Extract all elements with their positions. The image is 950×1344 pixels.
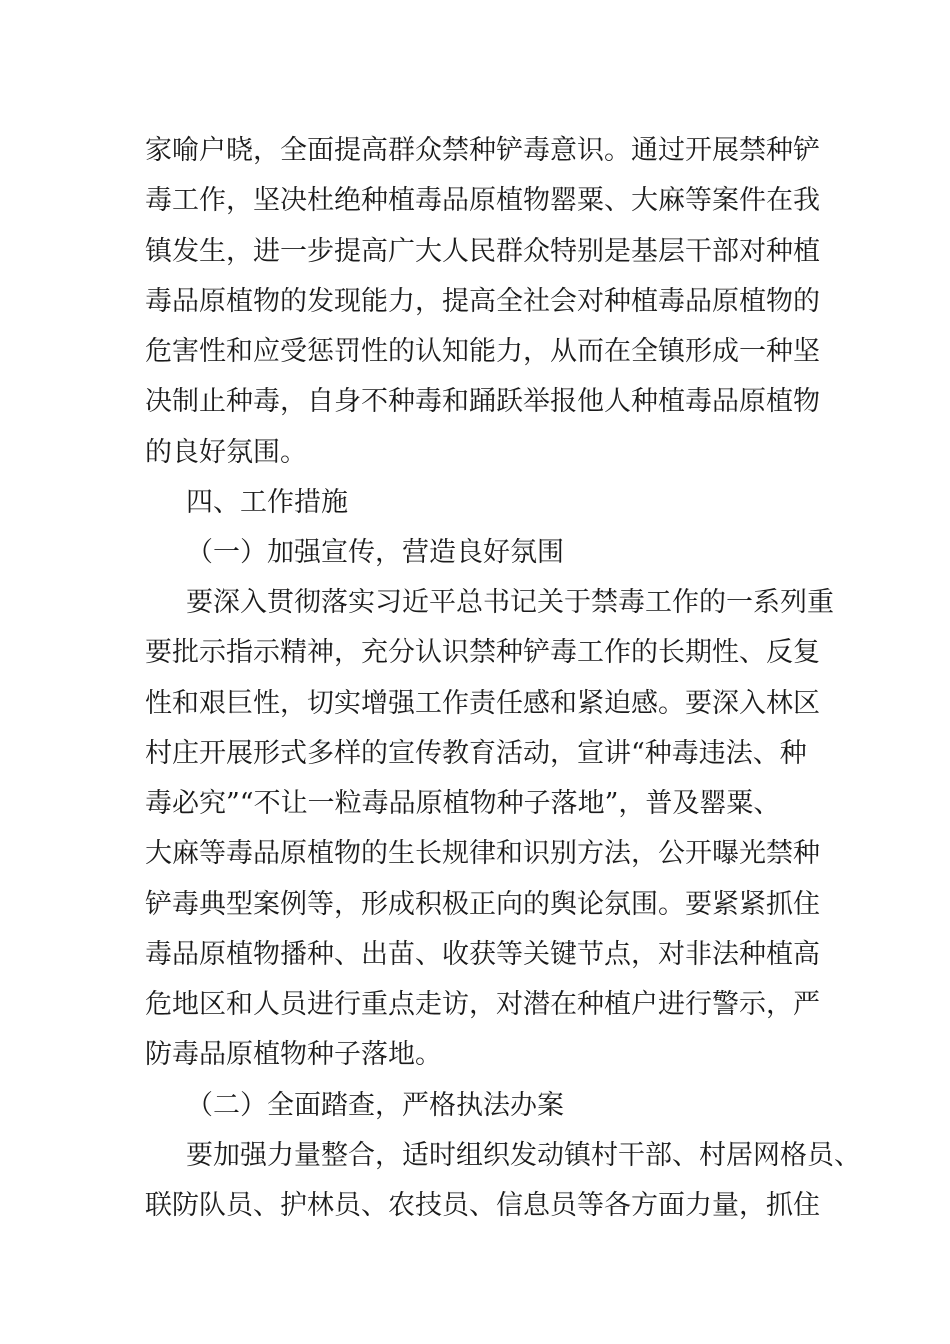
text-line: 毒品原植物的发现能力，提高全社会对种植毒品原植物的 [145, 286, 820, 317]
text-line: 毒工作，坚决杜绝种植毒品原植物罂粟、大麻等案件在我 [145, 185, 820, 216]
text-line: 毒品原植物播种、出苗、收获等关键节点，对非法种植高 [145, 939, 820, 970]
text-line: 防毒品原植物种子落地。 [145, 1039, 442, 1070]
text-line: 危害性和应受惩罚性的认知能力，从而在全镇形成一种坚 [145, 336, 820, 367]
text-line: 联防队员、护林员、农技员、信息员等各方面力量，抓住 [145, 1190, 820, 1221]
text-line: 大麻等毒品原植物的生长规律和识别方法，公开曝光禁种 [145, 838, 820, 869]
subsection-heading: （一）加强宣传，营造良好氛围 [186, 537, 564, 568]
paragraph-first-line: 要深入贯彻落实习近平总书记关于禁毒工作的一系列重 [186, 587, 834, 618]
text-line: 镇发生，进一步提高广大人民群众特别是基层干部对种植 [145, 236, 820, 267]
section-heading: 四、工作措施 [186, 487, 348, 518]
text-line: 毒必究”“不让一粒毒品原植物种子落地”，普及罂粟、 [145, 788, 781, 819]
text-line: 要批示指示精神，充分认识禁种铲毒工作的长期性、反复 [145, 637, 820, 668]
text-line: 危地区和人员进行重点走访，对潜在种植户进行警示，严 [145, 989, 820, 1020]
text-line: 家喻户晓，全面提高群众禁种铲毒意识。通过开展禁种铲 [145, 135, 820, 166]
paragraph-first-line: 要加强力量整合，适时组织发动镇村干部、村居网格员、 [186, 1140, 861, 1171]
text-line: 村庄开展形式多样的宣传教育活动，宣讲“种毒违法、种 [145, 738, 807, 769]
text-line: 性和艰巨性，切实增强工作责任感和紧迫感。要深入林区 [145, 688, 820, 719]
text-line: 决制止种毒，自身不种毒和踊跃举报他人种植毒品原植物 [145, 386, 820, 417]
text-line: 铲毒典型案例等，形成积极正向的舆论氛围。要紧紧抓住 [145, 889, 820, 920]
subsection-heading: （二）全面踏查，严格执法办案 [186, 1090, 564, 1121]
text-line: 的良好氛围。 [145, 437, 307, 468]
